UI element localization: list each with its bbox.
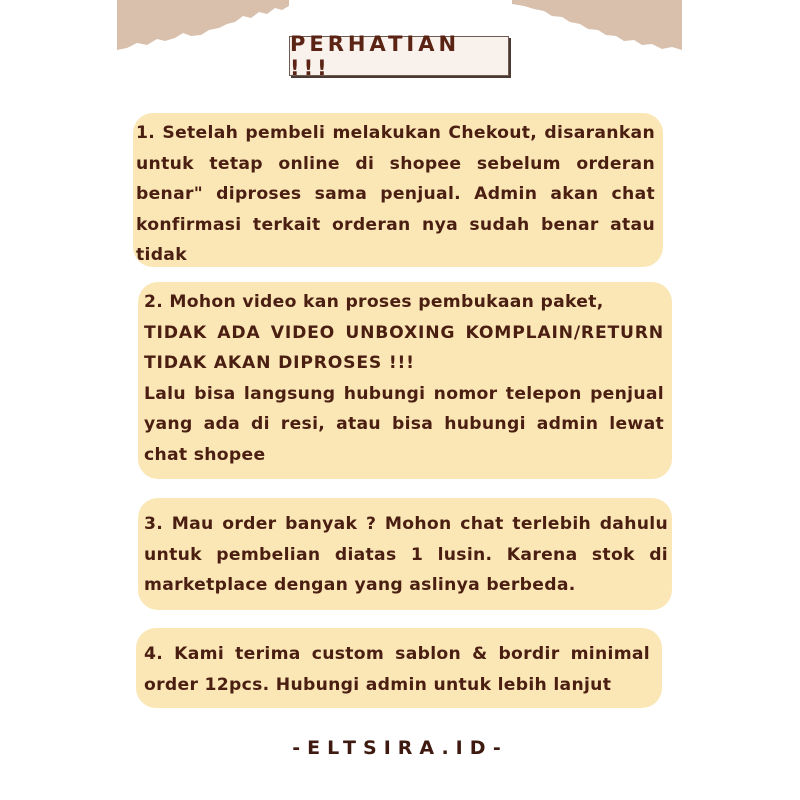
brand-footer: -ELTSIRA.ID- [292,737,508,759]
torn-paper-left-decoration [117,0,289,52]
notice-text-4: 4. Kami terima custom sablon & bordir minimal order 12pcs. Hubungi admin untuk lebih lanjut [144,644,650,695]
torn-paper-right-decoration [512,0,682,52]
notice-card-2 [138,282,672,479]
notice-text-2-intro: 2. Mohon video kan proses pembukaan paket, [144,292,604,312]
notice-text-2-warning: TIDAK ADA VIDEO UNBOXING KOMPLAIN/RETURN TIDAK AKAN DIPROSES !!! [144,322,664,373]
notice-card-3 [138,498,672,610]
notice-text-1: 1. Setelah pembeli melakukan Chekout, disarankan untuk tetap online di shopee sebelum orderan benar" diproses sama penjual. Admin akan chat konfirmasi terkait orderan nya sudah benar atau tidak [136,123,655,265]
notice-text-3: 3. Mau order banyak ? Mohon chat terlebih dahulu untuk pembelian diatas 1 lusin. Karena stok di marketplace dengan yang aslinya berbeda. [144,514,668,595]
notice-card-1 [133,113,663,267]
page-title: PERHATIAN !!! [290,32,461,80]
notice-card-4 [136,628,662,708]
title-banner [289,32,509,80]
notice-text-2-follow: Lalu bisa langsung hubungi nomor telepon penjual yang ada di resi, atau bisa hubungi admin lewat chat shopee [144,383,664,465]
